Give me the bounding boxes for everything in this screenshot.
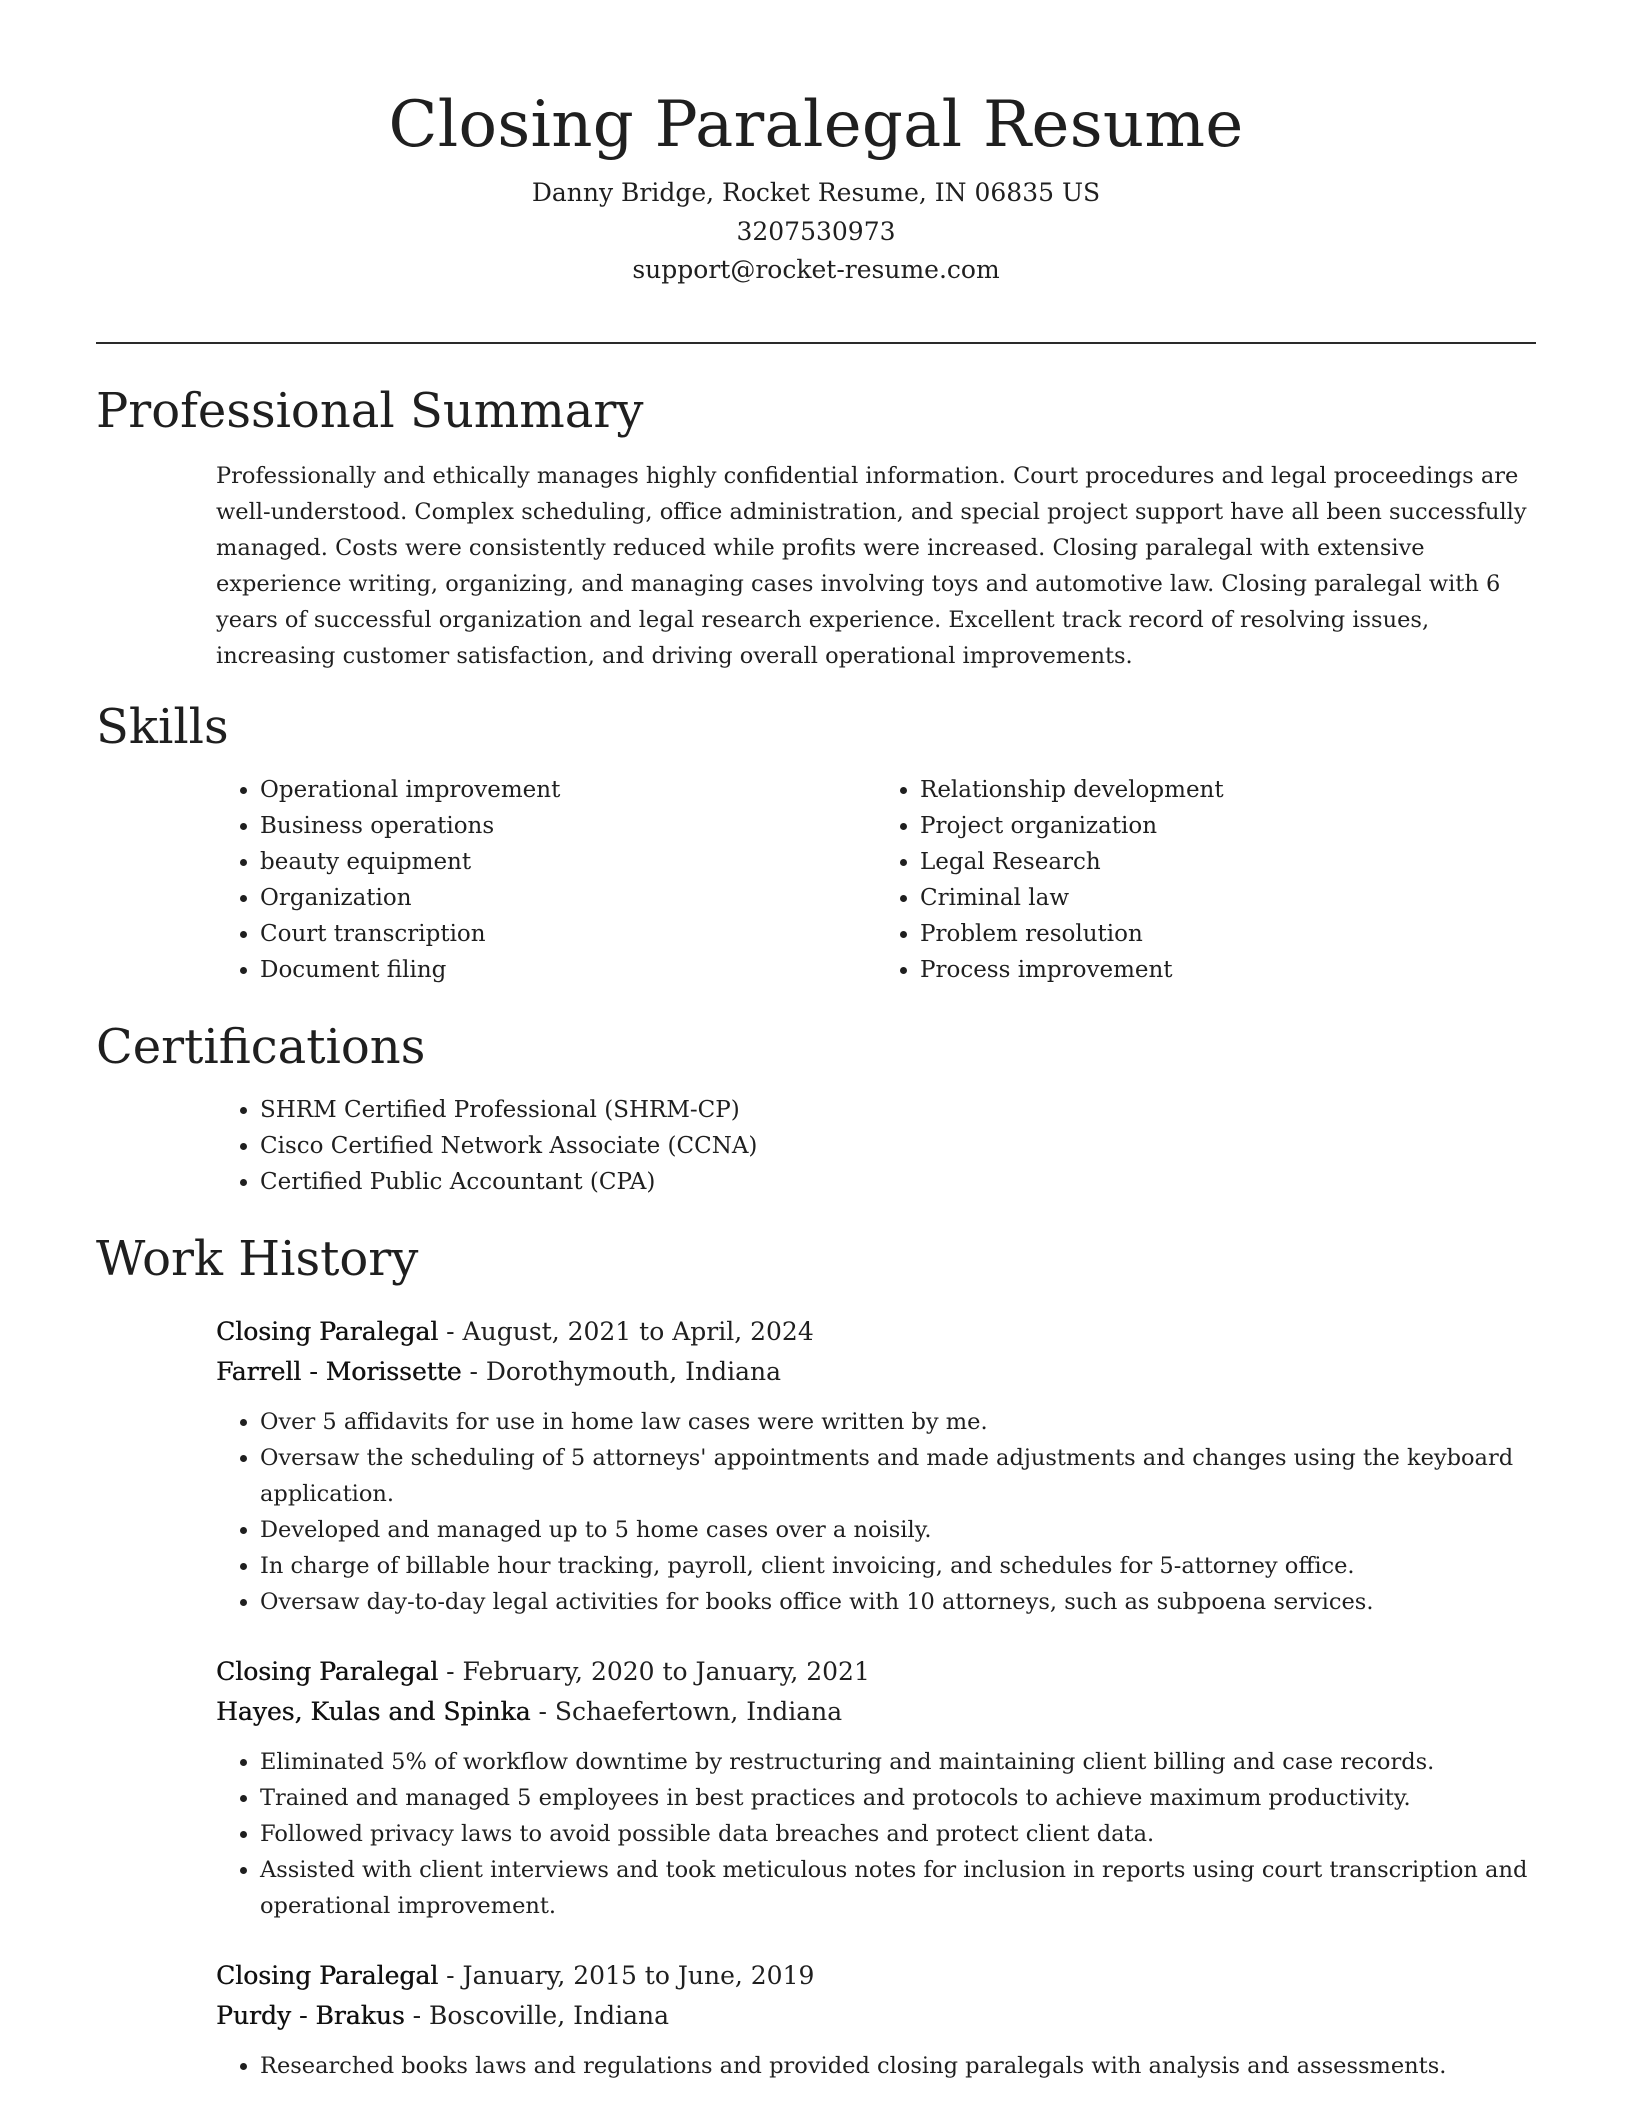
job-title: Closing Paralegal xyxy=(216,1961,439,1990)
certification-item: • Cisco Certified Network Associate (CCNA) xyxy=(260,1128,1536,1164)
job-company: Purdy - Brakus xyxy=(216,2001,405,2030)
job-bullet: • Developed and managed up to 5 home cases over a noisily. xyxy=(260,1512,1536,1548)
contact-address: Danny Bridge, Rocket Resume, IN 06835 US xyxy=(531,178,1101,207)
skill-item: • Relationship development xyxy=(920,772,1536,808)
skill-item: • beauty equipment xyxy=(260,844,876,880)
contact-phone: 3207530973 xyxy=(736,216,896,246)
contact-email: support@rocket-resume.com xyxy=(632,255,1000,284)
skill-item: • Project organization xyxy=(920,808,1536,844)
skills-right-list xyxy=(876,772,1536,988)
resume-header xyxy=(0,82,1632,290)
certifications-list xyxy=(216,1092,1536,1200)
skills-section xyxy=(96,694,1536,988)
certification-item: • SHRM Certified Professional (SHRM-CP) xyxy=(260,1092,1536,1128)
job-bullet: • Researched books laws and regulations and provided closing paralegals with analysis and assessments. xyxy=(260,2048,1536,2084)
job-bullet: • Assisted with client interviews and took meticulous notes for inclusion in reports using court transcription and operational improvement. xyxy=(260,1852,1536,1924)
job-title-line xyxy=(216,1312,1536,1352)
certifications-section xyxy=(96,1014,1536,1200)
job-title-line xyxy=(216,1652,1536,1692)
job-company-line xyxy=(216,1352,1536,1392)
skill-item: • Problem resolution xyxy=(920,916,1536,952)
summary-heading: Professional Summary xyxy=(96,383,644,439)
skill-item: • Operational improvement xyxy=(260,772,876,808)
job-bullet: • Oversaw the scheduling of 5 attorneys' appointments and made adjustments and changes using the keyboard application. xyxy=(260,1440,1536,1512)
job-entry xyxy=(216,1652,1536,1924)
job-bullet: • In charge of billable hour tracking, payroll, client invoicing, and schedules for 5-attorney office. xyxy=(260,1548,1536,1584)
job-entry xyxy=(216,1312,1536,1620)
job-title-line xyxy=(216,1956,1536,1996)
job-bullet: • Eliminated 5% of workflow downtime by restructuring and maintaining client billing and case records. xyxy=(260,1744,1536,1780)
summary-section xyxy=(96,378,1536,674)
skills-heading: Skills xyxy=(96,699,229,755)
certification-item: • Certified Public Accountant (CPA) xyxy=(260,1164,1536,1200)
job-company-line xyxy=(216,1996,1536,2036)
job-title: Closing Paralegal xyxy=(216,1657,439,1686)
skill-item: • Business operations xyxy=(260,808,876,844)
job-entry xyxy=(216,1956,1536,2084)
skills-left-list xyxy=(216,772,876,988)
skills-columns xyxy=(216,772,1536,988)
skill-item: • Court transcription xyxy=(260,916,876,952)
skill-item: • Document filing xyxy=(260,952,876,988)
skill-item: • Criminal law xyxy=(920,880,1536,916)
job-company: Farrell - Morissette xyxy=(216,1357,462,1386)
job-bullet: • Trained and managed 5 employees in best practices and protocols to achieve maximum productivity. xyxy=(260,1780,1536,1816)
skill-item: • Organization xyxy=(260,880,876,916)
job-bullet: • Over 5 affidavits for use in home law cases were written by me. xyxy=(260,1404,1536,1440)
job-location: - Dorothymouth, Indiana xyxy=(461,1357,782,1386)
skill-item: • Legal Research xyxy=(920,844,1536,880)
header-divider xyxy=(96,342,1536,344)
work-history-section xyxy=(96,1226,1536,2084)
resume-body xyxy=(96,378,1536,2084)
job-location: - Schaefertown, Indiana xyxy=(530,1697,843,1726)
certifications-heading: Certifications xyxy=(96,1019,426,1075)
job-bullets xyxy=(216,1404,1536,1620)
job-dates: - February, 2020 to January, 2021 xyxy=(438,1657,870,1686)
job-dates: - January, 2015 to June, 2019 xyxy=(438,1961,815,1990)
skill-item: • Process improvement xyxy=(920,952,1536,988)
page-title: Closing Paralegal Resume xyxy=(388,88,1244,162)
work-history-heading: Work History xyxy=(96,1231,419,1287)
job-bullet: • Oversaw day-to-day legal activities for books office with 10 attorneys, such as subpoena services. xyxy=(260,1584,1536,1620)
job-bullet: • Followed privacy laws to avoid possible data breaches and protect client data. xyxy=(260,1816,1536,1852)
job-company-line xyxy=(216,1692,1536,1732)
job-company: Hayes, Kulas and Spinka xyxy=(216,1697,531,1726)
job-dates: - August, 2021 to April, 2024 xyxy=(438,1317,814,1346)
job-bullets xyxy=(216,2048,1536,2084)
summary-text: Professionally and ethically manages highly confidential information. Court procedures and legal proceedings are well-understood. Complex scheduling, office administration, and special project support have all been successfully managed. Costs were consistently reduced while profits were increased. Closing paralegal with extensive experience writing, organizing, and managing cases involving toys and automotive law. Closing paralegal with 6 years of successful organization and legal research experience. Excellent track record of resolving issues, increasing customer satisfaction, and driving overall operational improvements. xyxy=(216,463,1527,669)
job-bullets xyxy=(216,1744,1536,1924)
job-title: Closing Paralegal xyxy=(216,1317,439,1346)
contact-block xyxy=(0,174,1632,290)
job-location: - Boscoville, Indiana xyxy=(404,2001,669,2030)
